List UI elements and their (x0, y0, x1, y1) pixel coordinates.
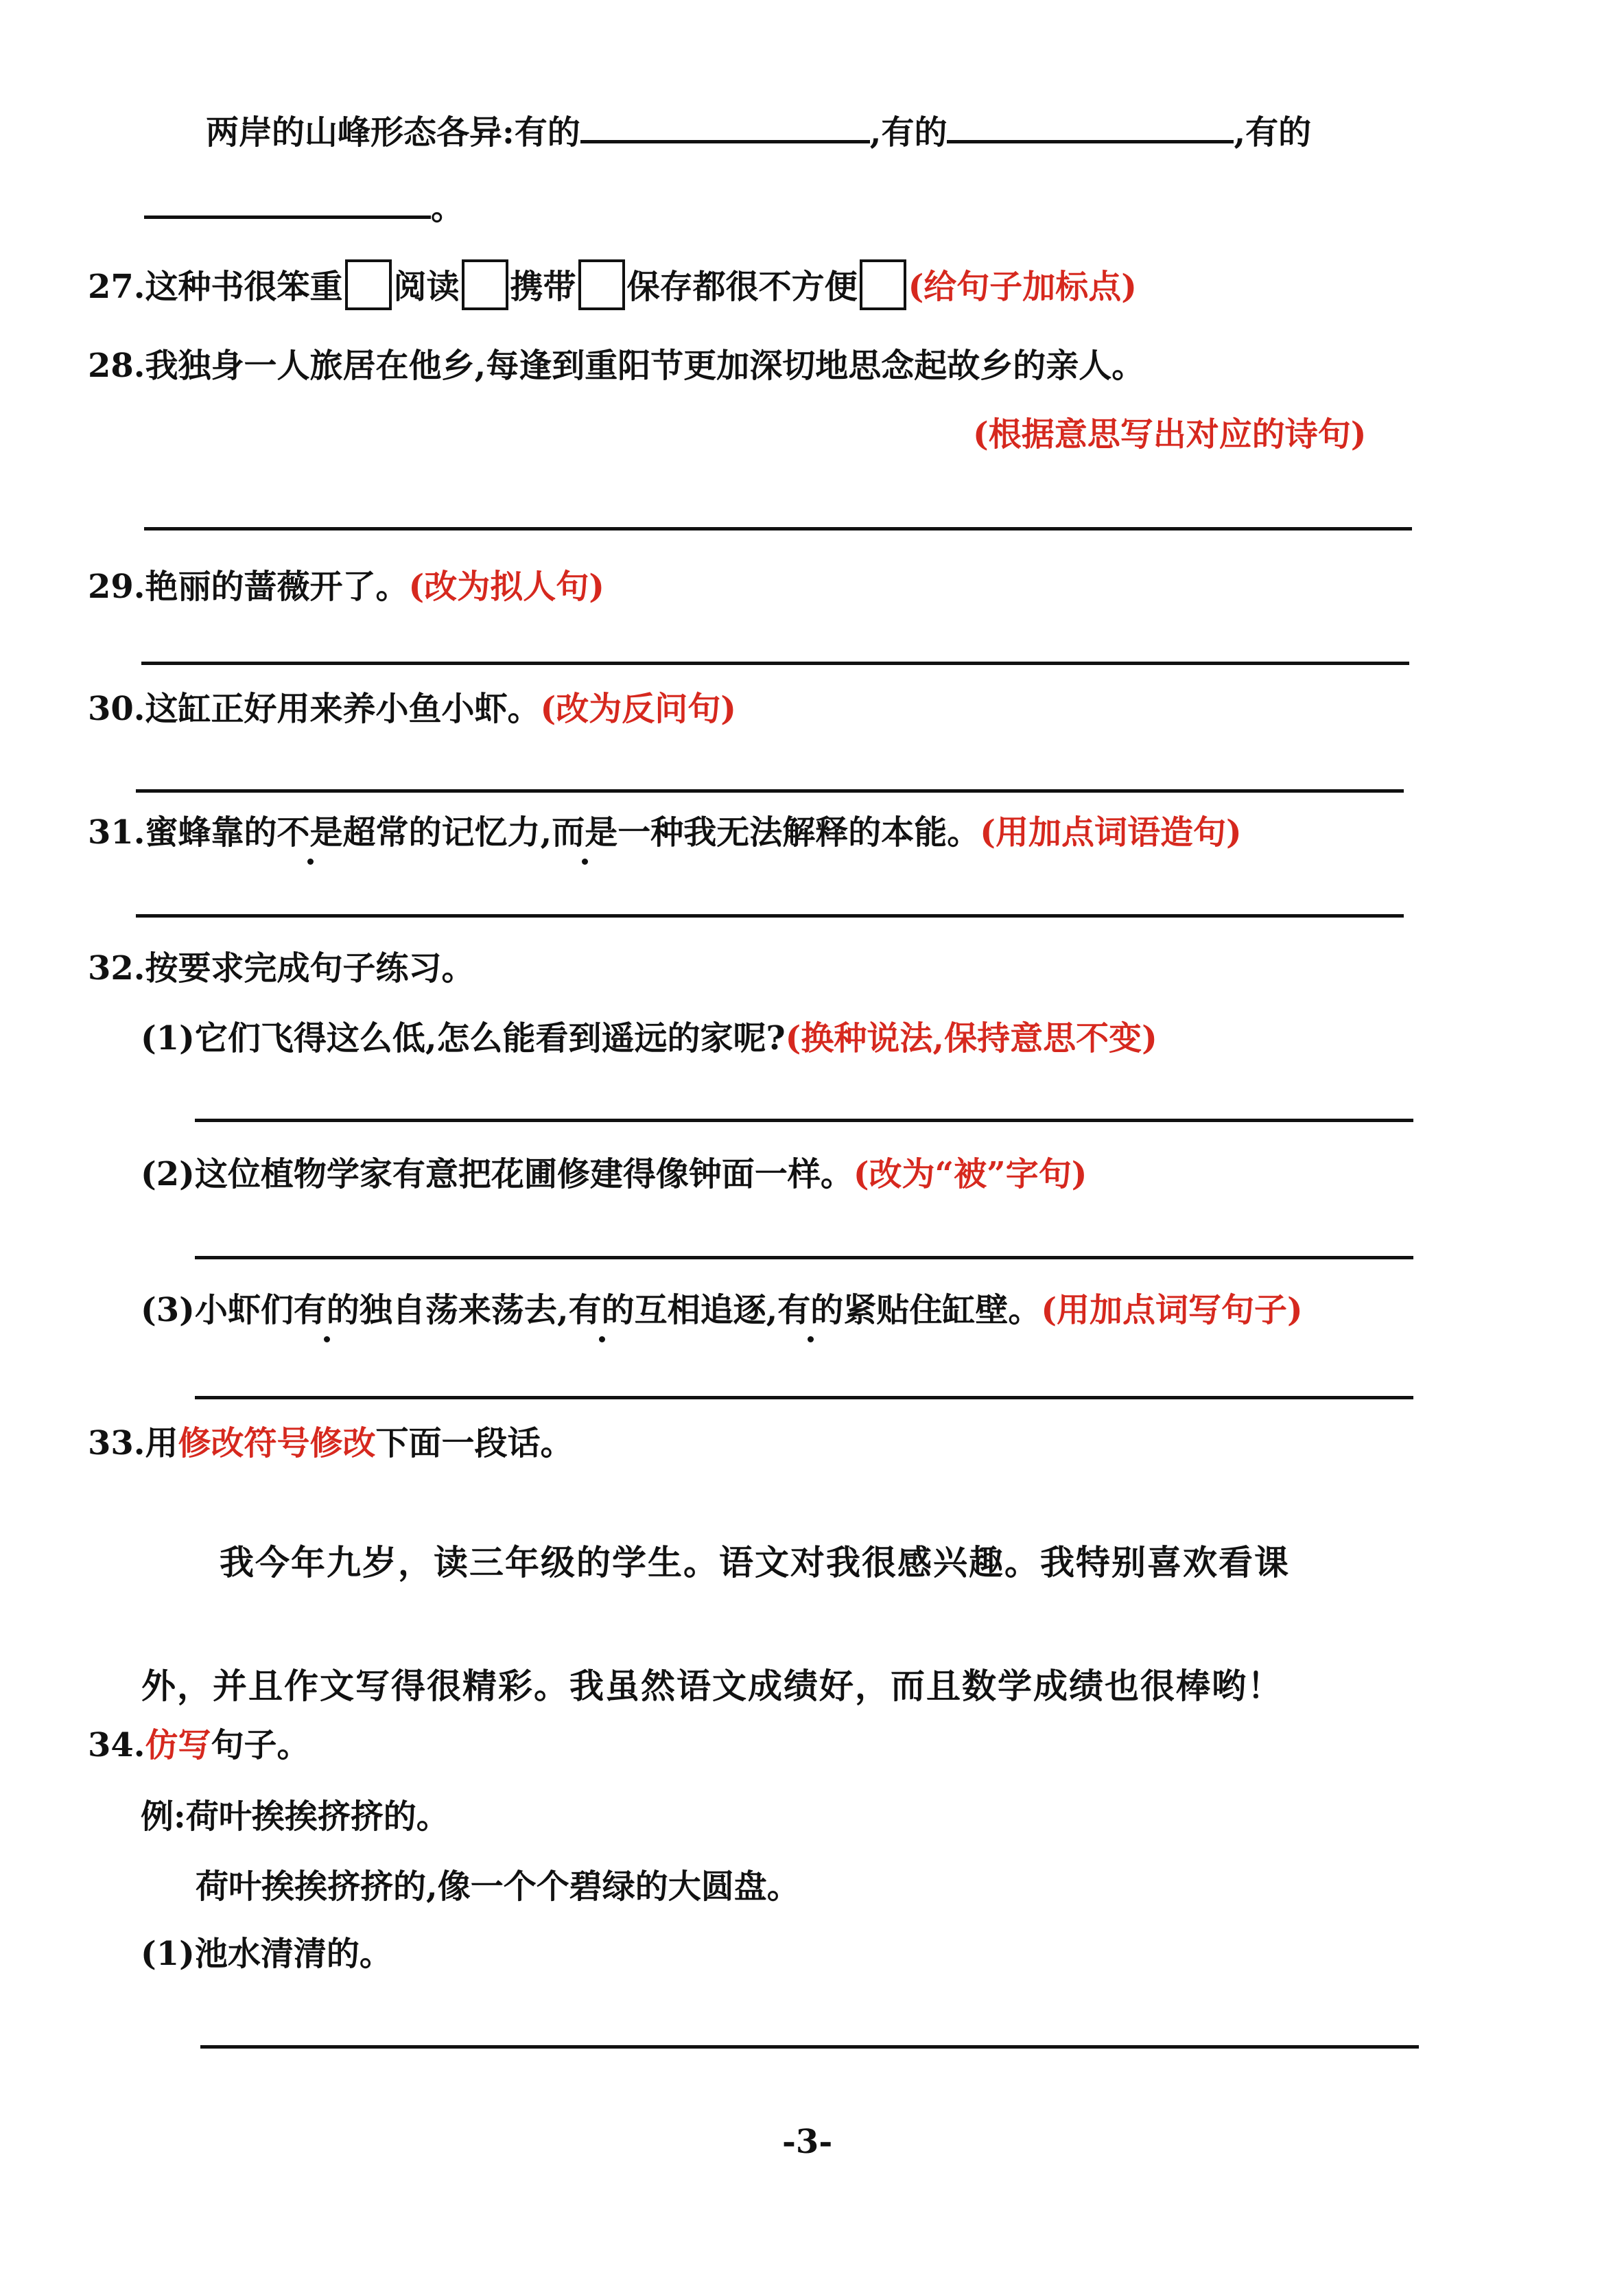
question-27 (88, 259, 1137, 310)
punctuation-box-1[interactable] (345, 259, 392, 310)
q30-hint: (改为反问句) (540, 690, 736, 728)
q32-sub-1 (141, 1016, 1157, 1061)
q28-hint: (根据意思写出对应的诗句) (973, 415, 1367, 454)
q32-sub-3-text-e: 紧贴住缸壁。 (843, 1291, 1042, 1329)
page-number: -3- (782, 2123, 833, 2161)
q34-post: 句子。 (211, 1726, 310, 1764)
q34-red-text: 仿写 (145, 1726, 211, 1764)
punctuation-box-2[interactable] (462, 259, 508, 310)
q32-sub-2-text: (2)这位植物学家有意把花圃修建得像钟面一样。 (141, 1155, 854, 1193)
q34-example-1: 荷叶挨挨挤挤的。 (185, 1797, 449, 1836)
q32-sub-3-hint: (用加点词写句子) (1041, 1291, 1303, 1329)
top-sentence-sep-1: ,有的 (869, 113, 948, 152)
q32-sub-3-dotted-word-2: 有的 (569, 1287, 635, 1333)
q32-sub-3-text-a: (3)小虾们 (141, 1291, 294, 1329)
q27-part-2: 阅读 (393, 268, 460, 306)
q31-text-c: 一种我无法解释的本能。 (617, 813, 980, 852)
q33-number: 33. (88, 1424, 145, 1462)
question-33 (88, 1421, 574, 1466)
answer-blank-2[interactable] (947, 106, 1234, 143)
question-29 (88, 564, 604, 609)
q32-sub-3-dotted-word-1: 有的 (294, 1287, 360, 1333)
q27-part-4: 保存都很不方便 (626, 268, 858, 306)
q31-text-a: 蜜蜂靠的 (145, 813, 277, 852)
question-32 (88, 946, 475, 991)
q32-number: 32. (88, 949, 145, 988)
q27-part-1: 这种书很笨重 (145, 268, 343, 306)
q30-answer-line[interactable] (136, 789, 1404, 793)
q32-sub-3-answer-line[interactable] (195, 1396, 1413, 1399)
q30-text: 这缸正好用来养小鱼小虾。 (145, 690, 541, 728)
q31-number: 31. (88, 813, 145, 852)
q33-pre: 用 (145, 1424, 178, 1462)
q31-hint: (用加点词语造句) (980, 813, 1242, 852)
q33-paragraph-line-2: 外，并且作文写得很精彩。我虽然语文成绩好，而且数学成绩也很棒哟！ (141, 1666, 1283, 1706)
question-28 (88, 343, 1144, 388)
q32-sub-3 (141, 1287, 1303, 1333)
q30-number: 30. (88, 690, 145, 728)
q32-sub-1-hint: (换种说法,保持意思不变) (785, 1019, 1157, 1058)
question-31 (88, 810, 1242, 855)
q32-sub-3-text-b: 独自荡来荡去, (359, 1291, 569, 1329)
q32-sub-3-dotted-word-3: 有的 (777, 1287, 843, 1333)
q34-number: 34. (88, 1726, 145, 1764)
q32-text: 按要求完成句子练习。 (145, 949, 475, 988)
top-sentence-text: 两岸的山峰形态各异:有的 (206, 113, 580, 152)
q28-number: 28. (88, 347, 145, 385)
q32-sub-2-hint: (改为“被”字句) (853, 1155, 1087, 1193)
q34-example-line-1 (141, 1794, 449, 1839)
top-sentence-sep-2: ,有的 (1234, 113, 1312, 152)
top-sentence-line (206, 106, 1311, 155)
q32-sub-1-answer-line[interactable] (195, 1119, 1413, 1122)
q29-number: 29. (88, 568, 145, 606)
question-34 (88, 1723, 310, 1768)
q34-answer-line[interactable] (200, 2045, 1419, 2049)
q32-sub-2 (141, 1152, 1087, 1197)
q29-answer-line[interactable] (141, 662, 1409, 665)
question-30 (88, 686, 736, 732)
q32-sub-3-text-c: 互相追逐, (634, 1291, 778, 1329)
q33-paragraph-line-1: 我今年九岁，读三年级的学生。语文对我很感兴趣。我特别喜欢看课 (220, 1542, 1290, 1583)
q29-text: 艳丽的蔷薇开了。 (145, 568, 409, 606)
q32-sub-2-answer-line[interactable] (195, 1256, 1413, 1259)
answer-blank-1[interactable] (580, 106, 870, 143)
q27-number: 27. (88, 268, 145, 306)
q31-dotted-word-1: 不是 (277, 810, 343, 855)
punctuation-box-4[interactable] (860, 259, 906, 310)
q34-example-2: 荷叶挨挨挤挤的,像一个个碧绿的大圆盘。 (196, 1867, 800, 1906)
answer-blank-3[interactable] (144, 181, 431, 219)
q27-hint: (给句子加标点) (908, 268, 1138, 306)
q31-dotted-word-2: 而是 (552, 810, 617, 855)
top-sentence-end: 。 (431, 189, 464, 227)
q34-example-label: 例: (141, 1797, 186, 1836)
q29-hint: (改为拟人句) (408, 568, 604, 606)
q28-text: 我独身一人旅居在他乡,每逢到重阳节更加深切地思念起故乡的亲人。 (145, 347, 1145, 385)
q27-part-3: 携带 (510, 268, 576, 306)
q31-text-b: 超常的记忆力, (342, 813, 552, 852)
q32-sub-1-text: (1)它们飞得这么低,怎么能看到遥远的家呢? (141, 1019, 786, 1058)
q31-answer-line[interactable] (136, 914, 1404, 918)
q28-answer-line[interactable] (144, 527, 1412, 531)
q34-sub-1: (1)池水清清的。 (141, 1935, 392, 1973)
punctuation-box-3[interactable] (578, 259, 625, 310)
top-sentence-line-2 (144, 181, 464, 231)
q33-post: 下面一段话。 (375, 1424, 574, 1462)
q33-red-text: 修改符号修改 (178, 1424, 376, 1462)
